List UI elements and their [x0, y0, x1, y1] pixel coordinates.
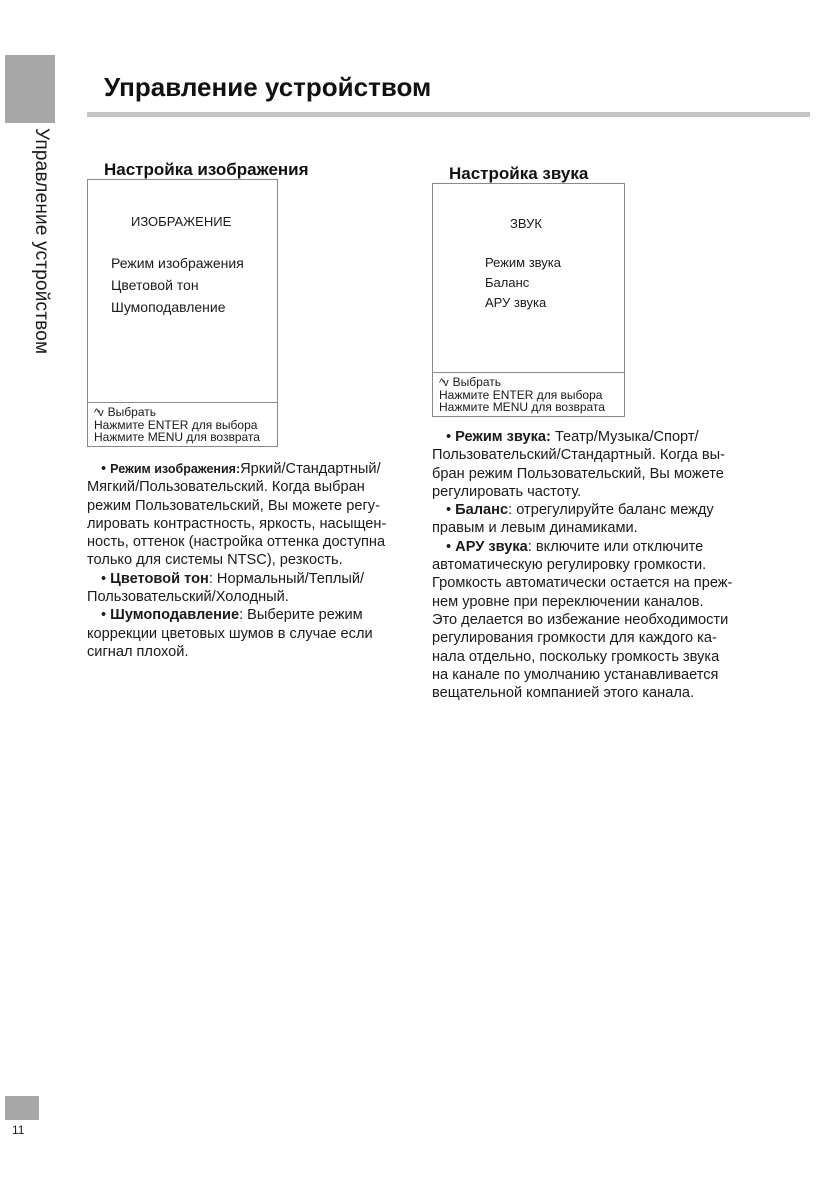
up-down-arrows-icon: ^v — [94, 407, 103, 419]
desc-paragraph: • Шумоподавление: Выберите режим — [101, 607, 363, 624]
picture-menu-item-mode[interactable]: Режим изображения — [111, 255, 244, 271]
desc-paragraph: • АРУ звука: включите или отключите — [446, 538, 704, 555]
desc-term: Цветовой тон — [110, 570, 209, 587]
page-number: 11 — [12, 1123, 25, 1137]
sound-menu-hint — [433, 372, 624, 416]
sound-menu — [432, 183, 625, 417]
desc-paragraph: • Режим звука: Театр/Музыка/Спорт/ — [446, 429, 699, 445]
picture-heading: Настройка изображения — [104, 160, 309, 179]
hint-select: Выбрать — [452, 375, 502, 389]
page-title: Управление устройством — [104, 72, 432, 102]
picture-menu-item-tone[interactable]: Цветовой тон — [111, 277, 199, 293]
sound-menu-item-balance[interactable]: Баланс — [485, 275, 530, 290]
desc-paragraph: • Баланс: отрегулируйте баланс между — [446, 502, 714, 519]
side-tab — [5, 55, 55, 123]
sound-menu-title: ЗВУК — [510, 216, 542, 231]
desc-term: АРУ звука — [455, 538, 528, 555]
sound-heading: Настройка звука — [449, 164, 589, 183]
picture-description: • Режим изображения:Яркий/Стандартный/ Мягкий/Пользовательский. Когда выбран режим Пользовательский, Вы можете регу- лировать контрастность, яркость, насыщен- ность, оттенок (настройка оттенка доступна только для системы NTSC), резкость. • Цветовой тон: Нормальный/Теплый/ Пользовательский/Холодный. • Шумоподавление: Выберите режим коррекции цветовых шумов в случае если сигнал плохой. — [87, 460, 412, 661]
hint-enter: Нажмите ENTER для выбора — [439, 388, 603, 402]
picture-menu-hint — [88, 402, 277, 446]
picture-menu — [87, 179, 278, 447]
page-number-tab — [5, 1096, 39, 1120]
hint-menu: Нажмите MENU для возврата — [439, 400, 605, 414]
hint-enter: Нажмите ENTER для выбора — [94, 418, 258, 432]
sound-description: • Режим звука: Театр/Музыка/Спорт/ Пользовательский/Стандартный. Когда вы- бран режим Пользовательский, Вы можете регулировать частоту. • Баланс: отрегулируйте баланс между правым и левым динамиками. • АРУ звука: включите или отключите автоматическую регулировку громкости. Громкость автоматически остается на преж- нем уровне при переключении каналов. Это делается во избежание необходимости регулирования громкости для каждого ка- нала отдельно, поскольку громкость звука на канале по умолчанию устанавливается вещательной компанией этого канала. — [432, 428, 762, 702]
picture-menu-item-noise[interactable]: Шумоподавление — [111, 299, 226, 315]
desc-term: Шумоподавление — [110, 607, 240, 624]
desc-paragraph: • Режим изображения:Яркий/Стандартный/ — [101, 461, 381, 477]
desc-paragraph: • Цветовой тон: Нормальный/Теплый/ — [101, 570, 365, 587]
sound-menu-item-avc[interactable]: АРУ звука — [485, 295, 547, 310]
hint-select: Выбрать — [107, 405, 157, 419]
desc-term: Режим звука: — [455, 429, 551, 445]
desc-term: Режим изображения: — [110, 462, 241, 476]
hint-menu: Нажмите MENU для возврата — [94, 430, 260, 444]
side-label: Управление устройством — [31, 128, 52, 355]
sound-menu-item-mode[interactable]: Режим звука — [485, 255, 561, 270]
picture-menu-title: ИЗОБРАЖЕНИЕ — [131, 214, 232, 229]
up-down-arrows-icon: ^v — [439, 377, 448, 389]
title-divider — [87, 112, 810, 117]
desc-term: Баланс — [455, 502, 509, 519]
